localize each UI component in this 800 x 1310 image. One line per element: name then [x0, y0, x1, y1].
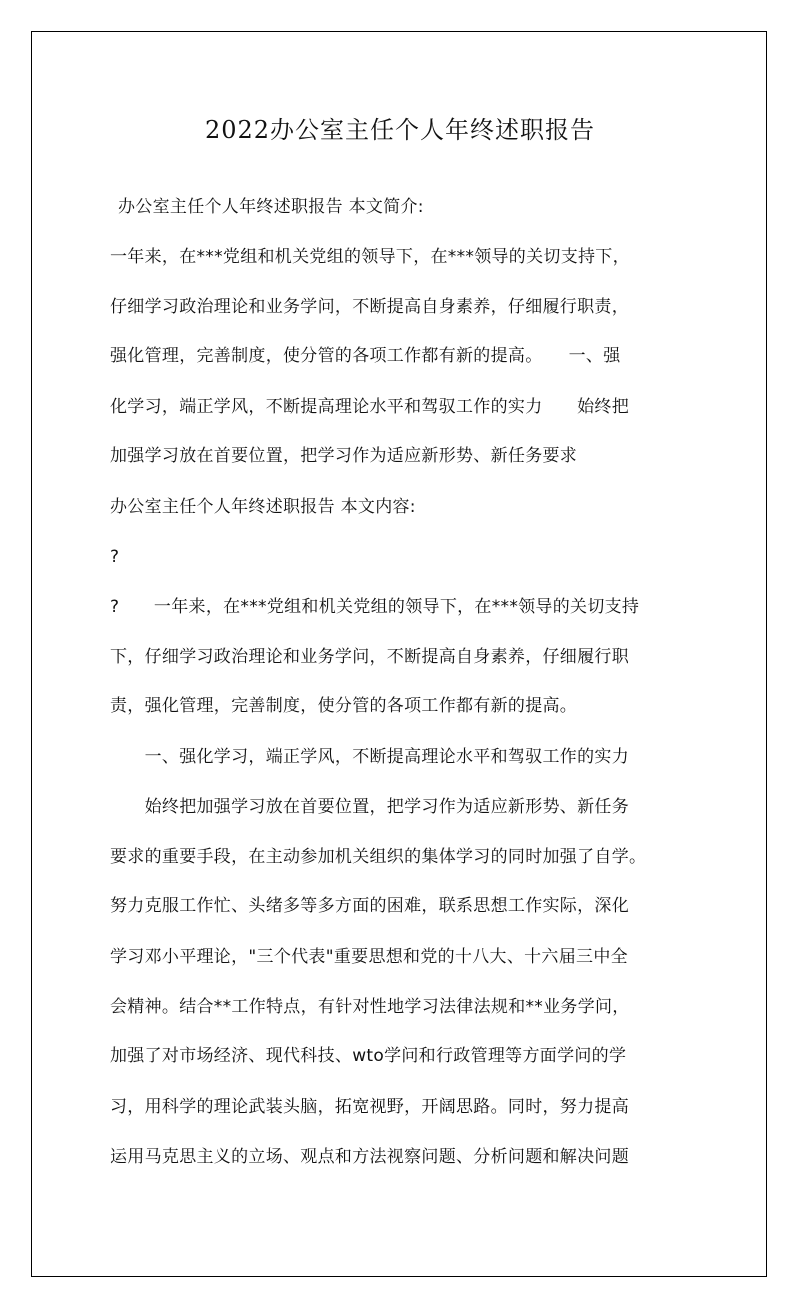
text-line: 要求的重要手段，在主动参加机关组织的集体学习的同时加强了自学。 [110, 847, 647, 867]
text-line: 一年来，在***党组和机关党组的领导下，在***领导的关切支持下， [110, 247, 630, 267]
text-line: ? 一年来，在***党组和机关党组的领导下，在***领导的关切支持 [110, 597, 640, 617]
text-line: 加强学习放在首要位置，把学习作为适应新形势、新任务要求 [110, 446, 578, 466]
text-line: 化学习，端正学风，不断提高理论水平和驾驭工作的实力 始终把 [110, 397, 629, 417]
section-heading: 一、强化学习，端正学风，不断提高理论水平和驾驭工作的实力 [110, 747, 629, 767]
text-line: 努力克服工作忙、头绪多等多方面的困难，联系思想工作实际，深化 [110, 896, 629, 916]
text-line: 下，仔细学习政治理论和业务学问，不断提高自身素养，仔细履行职 [110, 647, 629, 667]
text-line: 习，用科学的理论武装头脑，拓宽视野，开阔思路。同时，努力提高 [110, 1097, 629, 1117]
text-line: 会精神。结合**工作特点，有针对性地学习法律法规和**业务学问， [110, 997, 630, 1017]
text-line: 仔细学习政治理论和业务学问，不断提高自身素养，仔细履行职责， [110, 297, 629, 317]
text-line: 学习邓小平理论，"三个代表"重要思想和党的十八大、十六届三中全 [110, 947, 628, 967]
text-line: 责，强化管理，完善制度，使分管的各项工作都有新的提高。 [110, 696, 578, 716]
text-line: 强化管理，完善制度，使分管的各项工作都有新的提高。 一、强 [110, 346, 621, 366]
document-title: 2022办公室主任个人年终述职报告 [204, 116, 596, 144]
text-line-content-heading: 办公室主任个人年终述职报告 本文内容: [110, 497, 416, 517]
text-line: 加强了对市场经济、现代科技、wto学问和行政管理等方面学问的学 [110, 1046, 627, 1066]
text-line-intro-heading: 办公室主任个人年终述职报告 本文简介: [118, 197, 424, 217]
text-line: ? [110, 547, 120, 567]
text-line: 运用马克思主义的立场、观点和方法视察问题、分析问题和解决问题 [110, 1147, 629, 1167]
text-line: 始终把加强学习放在首要位置，把学习作为适应新形势、新任务 [110, 797, 629, 817]
